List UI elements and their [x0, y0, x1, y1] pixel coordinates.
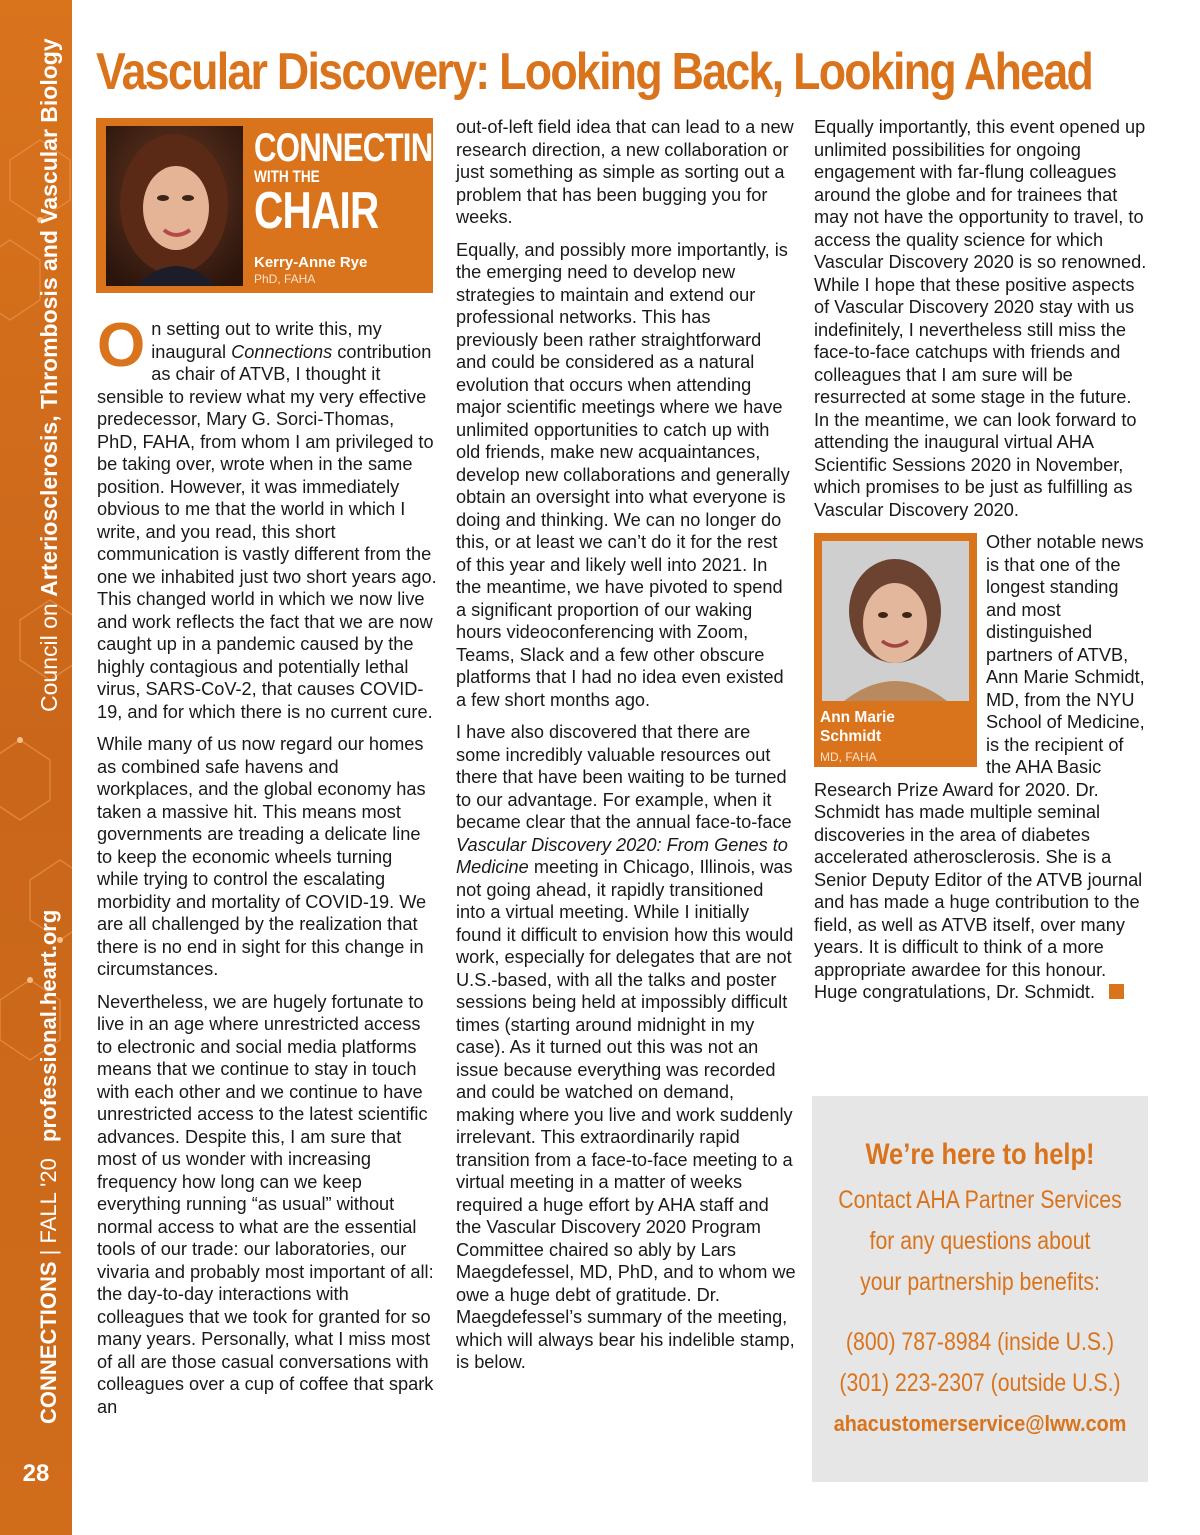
help-title: We’re here to help!	[865, 1138, 1095, 1171]
end-of-article-square-icon	[1109, 984, 1124, 999]
website-vertical[interactable]: professional.heart.org	[36, 909, 61, 1142]
help-box	[812, 1096, 1148, 1482]
paragraph-3-start: Nevertheless, we are hugely fortunate to live in an age where unrestricted access to electronic and social media platforms means that we continue to stay in touch with each other and we continue to have unrestricted access to the latest scientific advances. Despite this, I am sure that most of us wonder with increasing frequency how long can we keep everything running “as usual” without normal access to what are the essential tools of our trade: our laboratories, our vivaria and probably most important of all: the day-to-day interactions with colleagues that we took for granted for so many years. Personally, what I miss most of all are those casual conversations with colleagues over a cup of coffee that spark an	[97, 991, 434, 1417]
paragraph-2: While many of us now regard our homes as combined safe havens and workplaces, and the global economy has taken a massive hit. This means most governments are treading a delicate line to keep the economic wheels turning while trying to control the escalating morbidity and mortality of COVID-19. We are all challenged by the realization that there is no end in sight for this change in circumstances.	[97, 734, 427, 979]
chair-name: Kerry-Anne Rye	[254, 254, 368, 271]
schmidt-name: Ann Marie Schmidt	[820, 709, 895, 745]
chair-portrait-photo	[106, 126, 243, 286]
paragraph-1: On setting out to write this, my inaugural Connections contribution as chair of ATVB, I thought it sensible to review what my very effective predecessor, Mary G. Sorci-Thomas, PhD, FAHA, from whom I am privileged to be taking over, wrote when in the same position. However, it was immediately obvious to me that the world in which I write, and you read, this short communication is vastly different from the one we inhabited just two short years ago. This changed world in which we now live and work reflects the fact that we are now caught up in a pandemic caused by the highly contagious and potentially lethal virus, SARS-CoV-2, that causes COVID-19, and for which there is no current cure.	[97, 311, 437, 722]
help-line-1: Contact AHA Partner Services	[838, 1186, 1122, 1214]
drop-cap: O	[97, 311, 146, 380]
article-column-3	[814, 116, 1149, 1014]
article-column-1	[97, 311, 437, 1428]
phone-inside-us[interactable]: (800) 787-8984 (inside U.S.)	[845, 1328, 1115, 1356]
help-line-2: for any questions about	[869, 1227, 1091, 1255]
connecting-with-the-chair-heading: CONNECTING WITH THE CHAIR	[254, 126, 456, 240]
side-band	[0, 0, 72, 1535]
paragraph-5: I have also discovered that there are some incredibly valuable resources out there that have been waiting to be turned to our advantage. For example, when it became clear that the annual face-to-face Vascular Discovery 2020: From Genes to Medicine meeting in Chicago, Illinois, was not going ahead, it rapidly transitioned into a virtual meeting. While I initially found it difficult to envision how this would work, especially for delegates that are not U.S.-based, with all the talks and poster sessions being held at impossibly difficult times (starting around midnight in my case). As it turned out this was not an issue because everything was recorded and could be watched on demand, making where you live and work suddenly irrelevant. This extraordinarily rapid transition from a face-to-face meeting to a virtual meeting in a matter of weeks required a huge effort by AHA staff and the Vascular Discovery 2020 Program Committee chaired so ably by Lars Maegdefessel, MD, PhD, and to whom we owe a huge debt of gratitude. Dr. Maegdefessel’s summary of the meeting, which will always bear his indelible stamp, is below.	[456, 722, 796, 1372]
chair-credentials: PhD, FAHA	[254, 272, 316, 286]
chair-box	[96, 118, 456, 293]
paragraph-7: Other notable news is that one of the longest standing and most distinguished partners of ATVB, Ann Marie Schmidt, MD, from the NYU School of Medicine, is the recipient of the AHA Basic Research Prize Award for 2020. Dr. Schmidt has made multiple seminal discoveries in the area of diabetes accelerated atherosclerosis. She is a Senior Deputy Editor of the ATVB journal and has made a huge contribution to the field, as well as ATVB itself, over many years. It is difficult to think of a more appropriate awardee for this honour. Huge congratulations, Dr. Schmidt.	[814, 532, 1145, 1002]
phone-outside-us[interactable]: (301) 223-2307 (outside U.S.)	[839, 1369, 1121, 1397]
help-line-3: your partnership benefits:	[860, 1268, 1100, 1296]
council-name-vertical: Council on Arteriosclerosis, Thrombosis and Vascular Biology	[36, 38, 62, 712]
page-number: 28	[22, 1460, 50, 1487]
support-email-link[interactable]: ahacustomerservice@lww.com	[833, 1411, 1127, 1436]
schmidt-credentials: MD, FAHA	[820, 750, 877, 764]
issue-label-vertical: CONNECTIONS | FALL '20	[36, 1158, 61, 1424]
article-column-2	[456, 116, 796, 1384]
schmidt-box	[814, 533, 977, 767]
paragraph-4: Equally, and possibly more importantly, is the emerging need to develop new strategies to maintain and extend our professional networks. This has previously been rather straightforward and could be considered as a natural evolution that occurs when attending major scientific meetings where we have unlimited opportunities to catch up with old friends, make new acquaintances, develop new collaborations and generally obtain an oversight into what everyone is doing and thinking. We can no longer do this, or at least we can’t do it for the rest of this year and likely well into 2021. In the meantime, we have pivoted to spend a significant proportion of our waking hours videoconferencing with Zoom, Teams, Slack and a few other obscure platforms that I had no idea even existed a few short months ago.	[456, 239, 790, 710]
schmidt-portrait-photo	[822, 541, 969, 701]
paragraph-3-end: out-of-left field idea that can lead to a new research direction, a new collaboration or just something as simple as sorting out a problem that has been bugging you for weeks.	[456, 117, 794, 227]
paragraph-6: Equally importantly, this event opened up unlimited possibilities for ongoing engagement with far-flung colleagues around the globe and for trainees that may not have the opportunity to travel, to access the quality science for which Vascular Discovery 2020 is so renowned. While I hope that these positive aspects of Vascular Discovery 2020 stay with us indefinitely, I nevertheless still miss the face-to-face catchups with friends and colleagues that I am sure will be resurrected at some stage in the future. In the meantime, we can look forward to attending the inaugural virtual AHA Scientific Sessions 2020 in November, which promises to be just as fulfilling as Vascular Discovery 2020.	[814, 117, 1147, 520]
page-title: Vascular Discovery: Looking Back, Looking Ahead	[96, 43, 1093, 101]
